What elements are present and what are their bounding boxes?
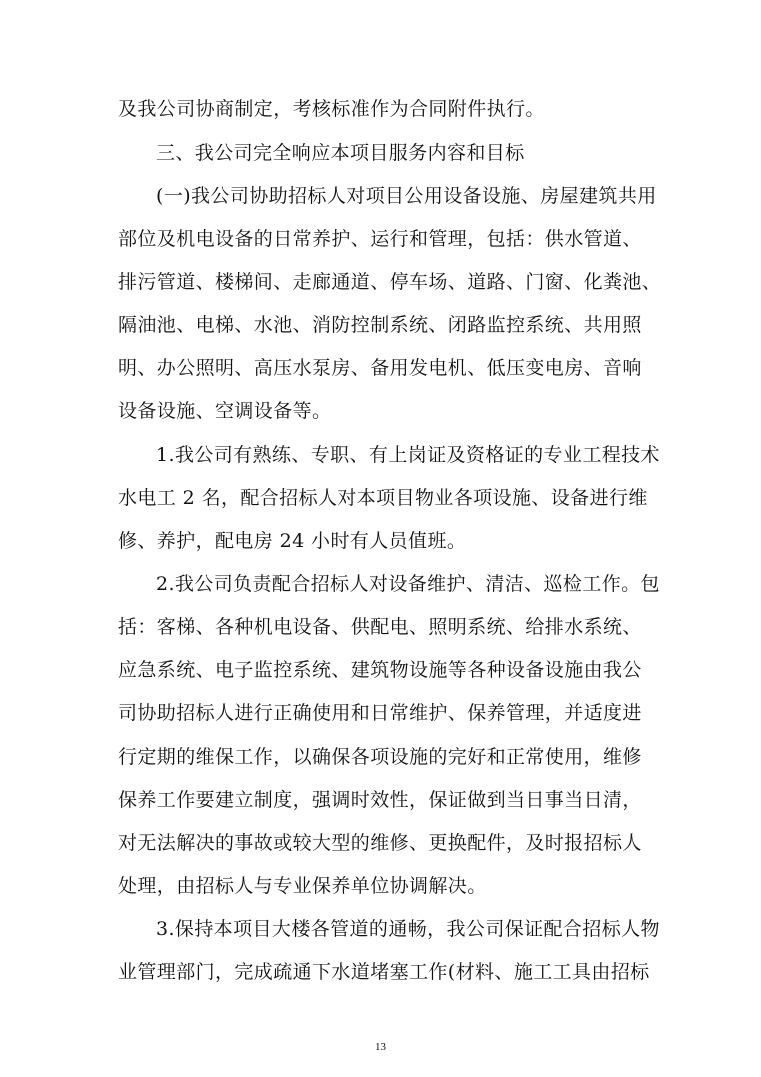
text-line-4: 部位及机电设备的日常养护、运行和管理，包括：供水管道、 [118, 228, 642, 250]
text-line-16: 行定期的维保工作，以确保各项设施的完好和正常使用，维修 [118, 746, 642, 768]
text-line-15: 司协助招标人进行正确使用和日常维护、保养管理，并适度进 [118, 702, 642, 724]
text-line-8: 设备设施、空调设备等。 [118, 400, 332, 422]
text-line-9: 1.我公司有熟练、专职、有上岗证及资格证的专业工程技术 [156, 444, 660, 466]
text-line-7: 明、办公照明、高压水泵房、备用发电机、低压变电房、音响 [118, 357, 642, 379]
text-line-12: 2.我公司负责配合招标人对设备维护、清洁、巡检工作。包 [156, 573, 660, 595]
text-line-3: (一)我公司协助招标人对项目公用设备设施、房屋建筑共用 [156, 185, 657, 207]
text-line-18: 对无法解决的事故或较大型的维修、更换配件，及时报招标人 [118, 832, 642, 854]
section-heading-3: 三、我公司完全响应本项目服务内容和目标 [156, 142, 525, 164]
text-line-5: 排污管道、楼梯间、走廊通道、停车场、道路、门窗、化粪池、 [118, 271, 662, 293]
text-line-19: 处理，由招标人与专业保养单位协调解决。 [118, 875, 487, 897]
text-line-14: 应急系统、电子监控系统、建筑物设施等各种设备设施由我公 [118, 659, 642, 681]
text-line-20: 3.保持本项目大楼各管道的通畅，我公司保证配合招标人物 [156, 918, 660, 940]
text-line-13: 括：客梯、各种机电设备、供配电、照明系统、给排水系统、 [118, 616, 642, 638]
text-line-11: 修、养护，配电房 24 小时有人员值班。 [118, 530, 467, 552]
text-line-6: 隔油池、电梯、水池、消防控制系统、闭路监控系统、共用照 [118, 314, 642, 336]
text-line-1: 及我公司协商制定，考核标准作为合同附件执行。 [118, 98, 545, 120]
page-number: 13 [375, 1041, 386, 1053]
text-line-10: 水电工 2 名，配合招标人对本项目物业各项设施、设备进行维 [118, 487, 648, 509]
text-line-17: 保养工作要建立制度，强调时效性，保证做到当日事当日清， [118, 789, 642, 811]
text-line-21: 业管理部门，完成疏通下水道堵塞工作(材料、施工工具由招标 [118, 961, 650, 983]
